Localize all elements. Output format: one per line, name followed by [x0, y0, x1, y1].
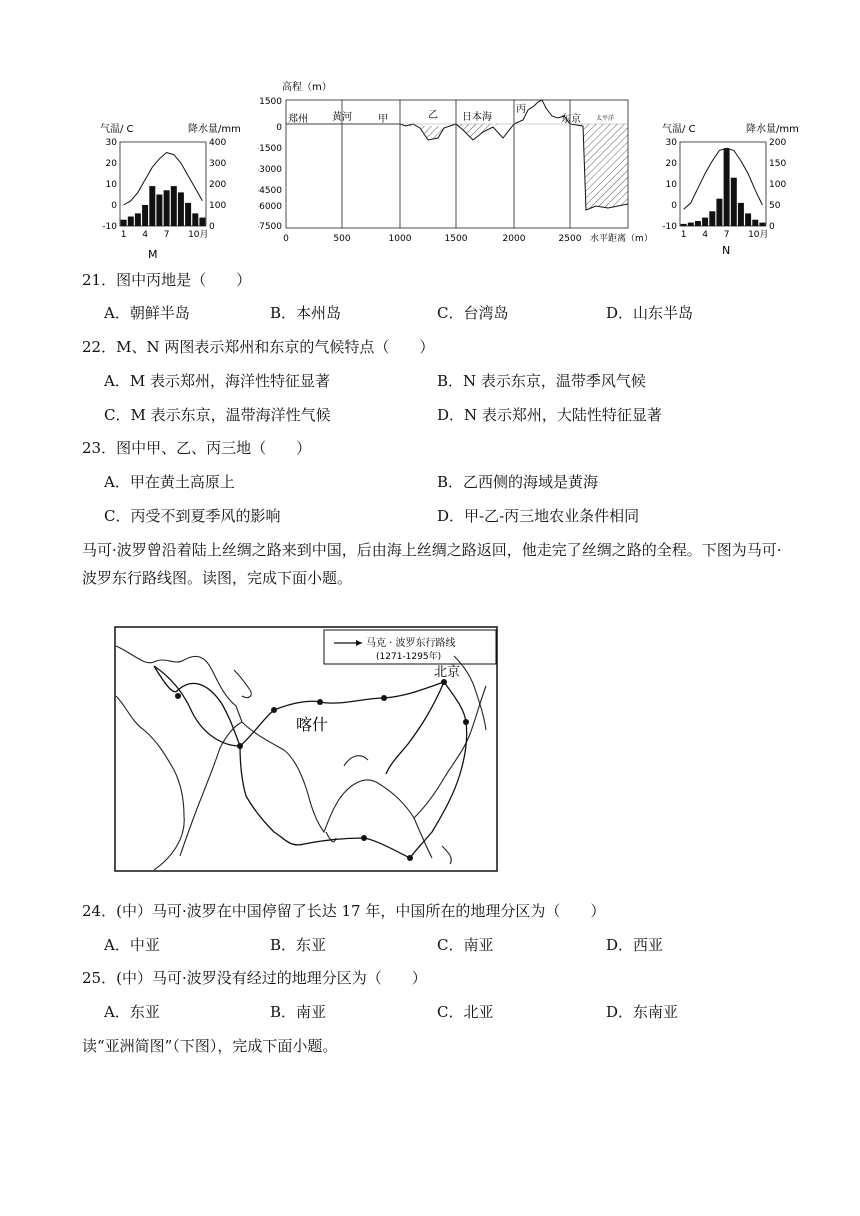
q25-option-c: C．北亚 — [437, 1003, 494, 1021]
label-beijing: 北京 — [434, 665, 461, 680]
m-precip-bar — [185, 203, 191, 226]
label-dongjing: 东京 — [561, 114, 581, 125]
climate-chart-m-svg — [96, 118, 246, 268]
m-precip-bar — [149, 186, 155, 226]
q23-option-c: C．丙受不到夏季风的影响 — [104, 507, 281, 525]
q23-option-b: B．乙西侧的海域是黄海 — [437, 473, 599, 491]
m-left-tick: 0 — [111, 201, 117, 211]
q25-option-b: B．南亚 — [270, 1003, 327, 1021]
label-kashgar: 喀什 — [296, 715, 329, 734]
profile-y-tick: 0 — [276, 123, 282, 133]
profile-y-tick: -3000 — [258, 165, 282, 175]
n-precip-bar — [716, 199, 722, 226]
n-precip-bar — [695, 221, 701, 226]
n-right-tick: 150 — [769, 159, 787, 169]
m-precip-bar — [121, 220, 127, 226]
n-right-tick: 100 — [769, 180, 787, 190]
m-x-tick: 4 — [142, 230, 148, 240]
n-precip-bar — [702, 218, 708, 226]
question-23-stem: 23．图中甲、乙、丙三地（ ） — [82, 439, 312, 457]
q21-option-c: C．台湾岛 — [437, 304, 509, 322]
n-precip-bar — [745, 213, 751, 226]
n-x-tick: 4 — [702, 230, 708, 240]
question-24-stem: 24．(中）马可·波罗在中国停留了长达 17 年，中国所在的地理分区为（ ） — [82, 902, 606, 920]
label-huanghe: 黄河 — [332, 112, 352, 123]
profile-x-tick: 0 — [283, 234, 289, 244]
label-bing: 丙 — [516, 104, 526, 115]
m-precip-bar — [135, 213, 141, 226]
profile-x-tick: 1500 — [444, 234, 468, 244]
n-precip-bar — [731, 178, 737, 226]
m-right-tick: 100 — [209, 201, 227, 211]
q23-option-a: A．甲在黄土高原上 — [104, 473, 235, 491]
label-jia: 甲 — [378, 114, 388, 125]
question-22-stem: 22．M、N 两图表示郑州和东京的气候特点（ ） — [82, 338, 435, 356]
q25-option-d: D．东南亚 — [606, 1003, 679, 1021]
m-precip-bar — [164, 190, 170, 226]
q21-option-d: D．山东半岛 — [606, 304, 694, 322]
m-right-axis-title: 降水量/mm — [188, 124, 241, 135]
n-left-tick: 30 — [665, 138, 677, 148]
n-left-tick: 0 — [671, 201, 677, 211]
m-left-tick: 20 — [105, 159, 117, 169]
m-precip-bar — [199, 218, 205, 226]
n-x-tick: 7 — [723, 230, 730, 240]
n-temperature-line — [684, 148, 763, 209]
m-x-tick: 10月 — [188, 230, 209, 240]
n-left-tick: 20 — [665, 159, 677, 169]
q24-option-a: A．中亚 — [104, 936, 160, 954]
marco-polo-passage: 马可·波罗曾沿着陆上丝绸之路来到中国，后由海上丝绸之路返回，他走完了丝绸之路的全程。下图为马可·波罗东行路线图。读图，完成下面小题。 — [82, 541, 782, 587]
m-left-axis-title: 气温/ C — [100, 124, 134, 135]
profile-x-title: 水平距离（m） — [590, 234, 653, 244]
m-right-tick: 300 — [209, 159, 227, 169]
m-precip-bar — [142, 205, 148, 226]
legend-title: 马克 · 波罗东行路线 — [366, 638, 456, 649]
profile-x-tick: 2500 — [558, 234, 582, 244]
n-left-axis-title: 气温/ C — [662, 124, 696, 135]
profile-y-tick: 1500 — [259, 97, 282, 107]
climate-chart-m — [96, 118, 246, 268]
q23-option-d: D．甲-乙-丙三地农业条件相同 — [437, 507, 640, 525]
m-right-tick: 0 — [209, 222, 215, 232]
m-x-tick: 7 — [163, 230, 170, 240]
m-precip-bar — [171, 186, 177, 226]
m-precip-bar — [192, 213, 198, 226]
m-precip-bar — [178, 192, 184, 226]
n-left-tick: -10 — [662, 222, 677, 232]
n-x-tick: 10月 — [748, 230, 769, 240]
elevation-profile — [258, 80, 660, 250]
n-right-axis-title: 降水量/mm — [746, 124, 799, 135]
question-25-stem: 25．(中）马可·波罗没有经过的地理分区为（ ） — [82, 969, 427, 987]
profile-x-tick: 500 — [333, 234, 351, 244]
label-riben: 日本海 — [462, 112, 492, 123]
q22-option-d: D．N 表示郑州，大陆性特征显著 — [437, 406, 662, 424]
profile-sea-pacific — [570, 124, 628, 210]
q21-option-a: A．朝鲜半岛 — [104, 304, 190, 322]
q21-option-b: B．本州岛 — [270, 304, 342, 322]
profile-x-tick: 2000 — [502, 234, 526, 244]
n-precip-bar — [759, 223, 765, 226]
label-yi: 乙 — [428, 110, 438, 121]
asia-map-intro: 读“亚洲简图”（下图），完成下面小题。 — [82, 1037, 338, 1055]
climate-chart-n — [660, 118, 810, 268]
n-caption: N — [722, 244, 731, 257]
legend-years: (1271-1295年) — [376, 652, 442, 662]
profile-y-tick: -4500 — [258, 186, 282, 196]
n-precip-bar — [724, 148, 730, 226]
q22-option-a: A．M 表示郑州，海洋性特征显著 — [104, 372, 330, 390]
route-map-svg — [114, 626, 498, 872]
n-precip-bar — [738, 203, 744, 226]
m-x-tick: 1 — [120, 230, 127, 240]
m-precip-bar — [156, 195, 162, 227]
m-right-tick: 400 — [209, 138, 227, 148]
profile-y-tick: -1500 — [258, 144, 282, 154]
q24-option-c: C．南亚 — [437, 936, 494, 954]
n-precip-bar — [688, 223, 694, 226]
climate-chart-n-svg — [660, 118, 810, 268]
route-map — [114, 626, 498, 872]
n-right-tick: 0 — [769, 222, 775, 232]
profile-y-tick: -7500 — [258, 222, 282, 232]
profile-y-tick: -6000 — [258, 202, 282, 212]
n-precip-bar — [681, 224, 687, 226]
label-taipingyang: 太平洋 — [596, 115, 615, 122]
question-21-stem: 21．图中丙地是（ ） — [82, 271, 252, 289]
m-temperature-line — [124, 153, 203, 206]
q22-option-c: C．M 表示东京，温带海洋性气候 — [104, 406, 331, 424]
profile-x-tick: 1000 — [388, 234, 412, 244]
n-right-tick: 50 — [769, 201, 781, 211]
m-left-tick: -10 — [102, 222, 117, 232]
m-caption: M — [148, 248, 158, 261]
n-precip-bar — [709, 211, 715, 226]
m-left-tick: 30 — [105, 138, 117, 148]
n-precip-bar — [752, 220, 758, 226]
n-left-tick: 10 — [665, 180, 677, 190]
profile-sea-japan — [456, 124, 498, 140]
m-precip-bar — [128, 217, 134, 227]
q24-option-d: D．西亚 — [606, 936, 664, 954]
n-x-tick: 1 — [680, 230, 687, 240]
m-right-tick: 200 — [209, 180, 227, 190]
elevation-profile-svg — [258, 80, 660, 250]
profile-y-title: 高程（m） — [282, 82, 332, 93]
label-zhengzhou: 郑州 — [288, 114, 308, 125]
q25-option-a: A．东亚 — [104, 1003, 160, 1021]
q24-option-b: B．东亚 — [270, 936, 327, 954]
n-right-tick: 200 — [769, 138, 787, 148]
q22-option-b: B．N 表示东京，温带季风气候 — [437, 372, 646, 390]
m-left-tick: 10 — [105, 180, 117, 190]
